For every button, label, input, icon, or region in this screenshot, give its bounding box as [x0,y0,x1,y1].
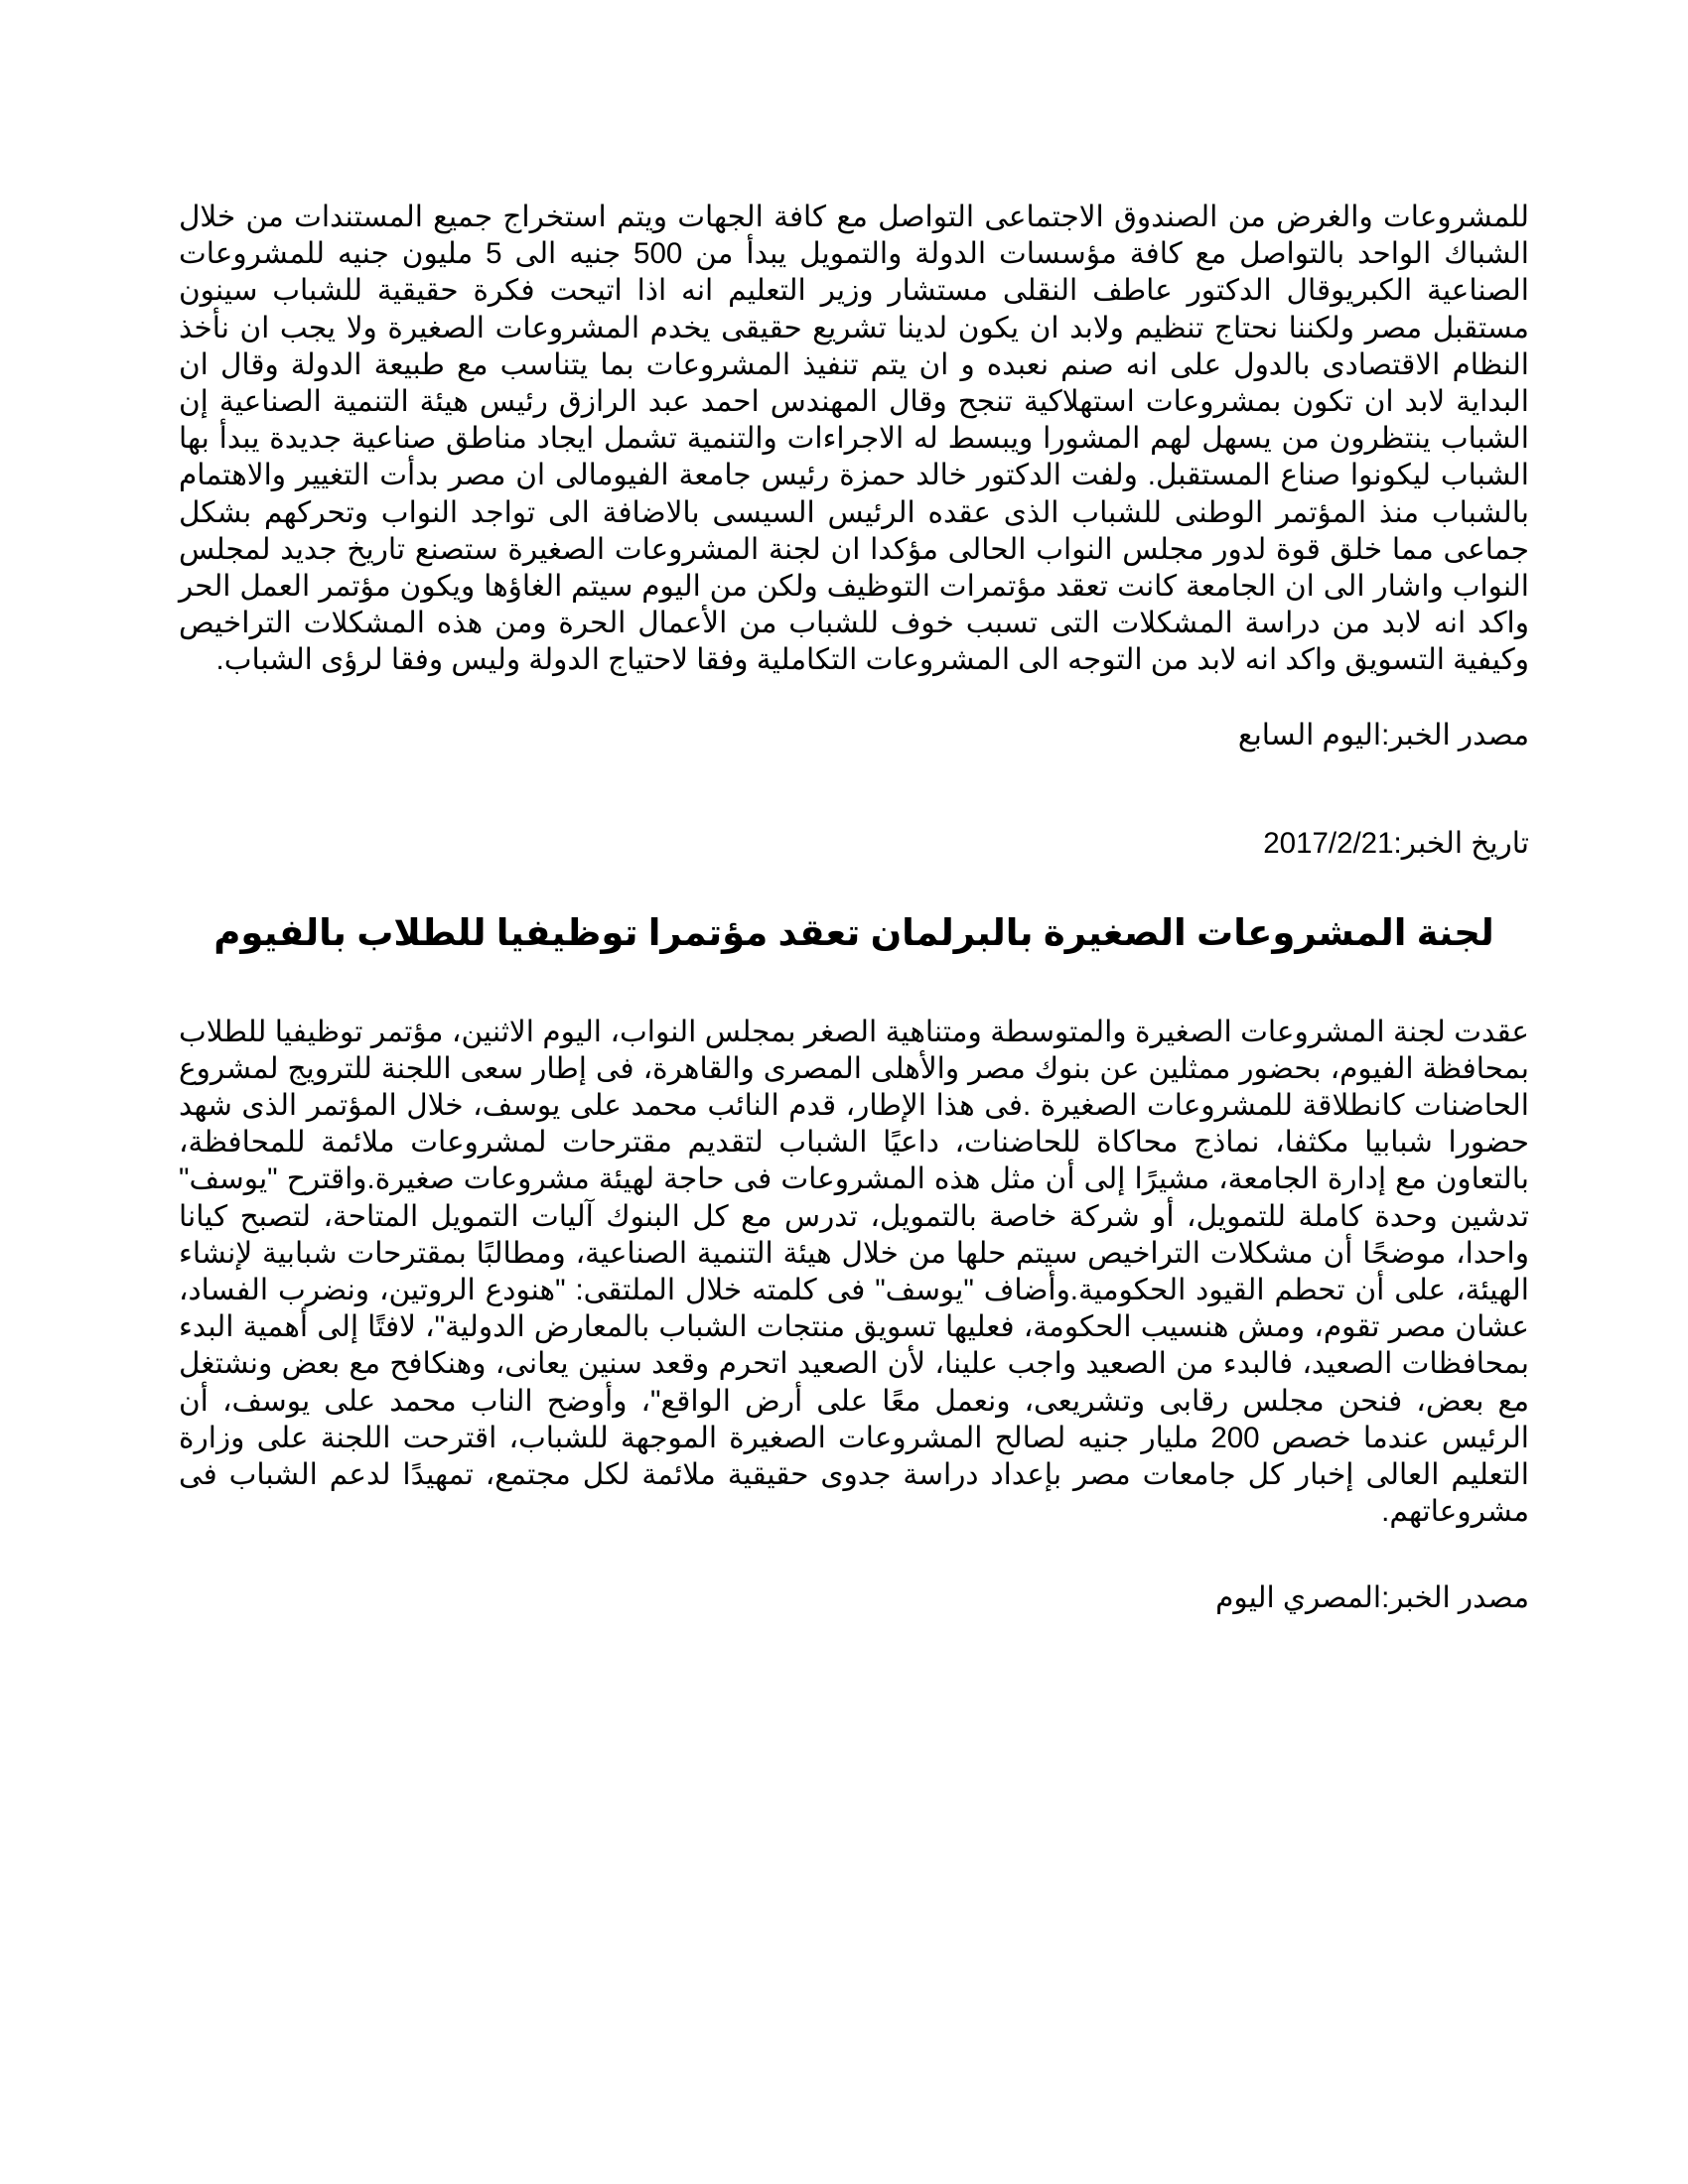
article-2-source [179,1579,1529,1616]
article-1-date [179,825,1529,862]
source-value: اليوم السابع [1237,718,1382,751]
document-page [179,199,1529,1616]
article-1-source [179,717,1529,753]
source-label: مصدر الخبر: [1381,1581,1529,1615]
date-label: تاريخ الخبر: [1393,826,1529,860]
date-value: 2017/2/21 [1263,826,1394,860]
article-2-body: عقدت لجنة المشروعات الصغيرة والمتوسطة ومتناهية الصغر بمجلس النواب، اليوم الاثنين، مؤتمر توظيفيا للطلاب بمحافظة الفيوم، بحضور ممثلين عن بنوك مصر والأهلى المصرى والقاهرة، فى إطار سعى اللجنة للترويج لمشروع الحاضنات كانطلاقة للمشروعات الصغيرة .فى هذا الإطار، قدم النائب محمد على يوسف، خلال المؤتمر الذى شهد حضورا شبابيا مكثفا، نماذج محاكاة للحاضنات، داعيًا الشباب لتقديم مقترحات لمشروعات ملائمة للمحافظة، بالتعاون مع إدارة الجامعة، مشيرًا إلى أن مثل هذه المشروعات فى حاجة لهيئة مشروعات صغيرة.واقترح "يوسف" تدشين وحدة كاملة للتمويل، أو شركة خاصة بالتمويل، تدرس مع كل البنوك آليات التمويل المتاحة، لتصبح كيانا واحدا، موضحًا أن مشكلات التراخيص سيتم حلها من خلال هيئة التنمية الصناعية، ومطالبًا بمقترحات شبابية لإنشاء الهيئة، على أن تحطم القيود الحكومية.وأضاف "يوسف" فى كلمته خلال الملتقى: "هنودع الروتين، ونضرب الفساد، عشان مصر تقوم، ومش هنسيب الحكومة، فعليها تسويق منتجات الشباب بالمعارض الدولية"، لافتًا إلى أهمية البدء بمحافظات الصعيد، فالبدء من الصعيد واجب علينا، لأن الصعيد اتحرم وقعد سنين يعانى، وهنكافح مع بعض ونشتغل مع بعض، فنحن مجلس رقابى وتشريعى، ونعمل معًا على أرض الواقع"، وأوضح الناب محمد على يوسف، أن الرئيس عندما خصص 200 مليار جنيه لصالح المشروعات الصغيرة الموجهة للشباب، اقترحت اللجنة على وزارة التعليم العالى إخبار كل جامعات مصر بإعداد دراسة جدوى حقيقية ملائمة لكل مجتمع، تمهيدًا لدعم الشباب فى مشروعاتهم. [179,1015,1530,1529]
article-2-headline: لجنة المشروعات الصغيرة بالبرلمان تعقد مؤتمرا توظيفيا للطلاب بالفيوم [213,911,1494,953]
source-label: مصدر الخبر: [1381,718,1529,751]
article-1-body: للمشروعات والغرض من الصندوق الاجتماعى التواصل مع كافة الجهات ويتم استخراج جميع المستندات من خلال الشباك الواحد بالتواصل مع كافة مؤسسات الدولة والتمويل يبدأ من 500 جنيه الى 5 مليون جنيه للمشروعات الصناعية الكبريوقال الدكتور عاطف النقلى مستشار وزير التعليم انه اذا اتيحت فكرة حقيقية للشباب سينون مستقبل مصر ولكننا نحتاج تنظيم ولابد ان يكون لدينا تشريع حقيقى يخدم المشروعات الصغيرة ولا يجب ان نأخذ النظام الاقتصادى بالدول على انه صنم نعبده و ان يتم تنفيذ المشروعات بما يتناسب مع طبيعة الدولة وقال ان البداية لابد ان تكون بمشروعات استهلاكية تنجح وقال المهندس احمد عبد الرازق رئيس هيئة التنمية الصناعية إن الشباب ينتظرون من يسهل لهم المشورا ويبسط له الاجراءات والتنمية تشمل ايجاد مناطق صناعية جديدة يبدأ بها الشباب ليكونوا صناع المستقبل. ولفت الدكتور خالد حمزة رئيس جامعة الفيومالى ان مصر بدأت التغيير والاهتمام بالشباب منذ المؤتمر الوطنى للشباب الذى عقده الرئيس السيسى بالاضافة الى تواجد النواب وتحركهم بشكل جماعى مما خلق قوة لدور مجلس النواب الحالى مؤكدا ان لجنة المشروعات الصغيرة ستصنع تاريخ جديد لمجلس النواب واشار الى ان الجامعة كانت تعقد مؤتمرات التوظيف ولكن من اليوم سيتم الغاؤها ويكون مؤتمر العمل الحر واكد انه لابد من دراسة المشكلات التى تسبب خوف للشباب من الأعمال الحرة ومن هذه المشكلات التراخيص وكيفية التسويق واكد انه لابد من التوجه الى المشروعات التكاملية وفقا لاحتياج الدولة وليس وفقا لرؤى الشباب. [179,201,1530,677]
source-value: المصري اليوم [1215,1581,1382,1615]
